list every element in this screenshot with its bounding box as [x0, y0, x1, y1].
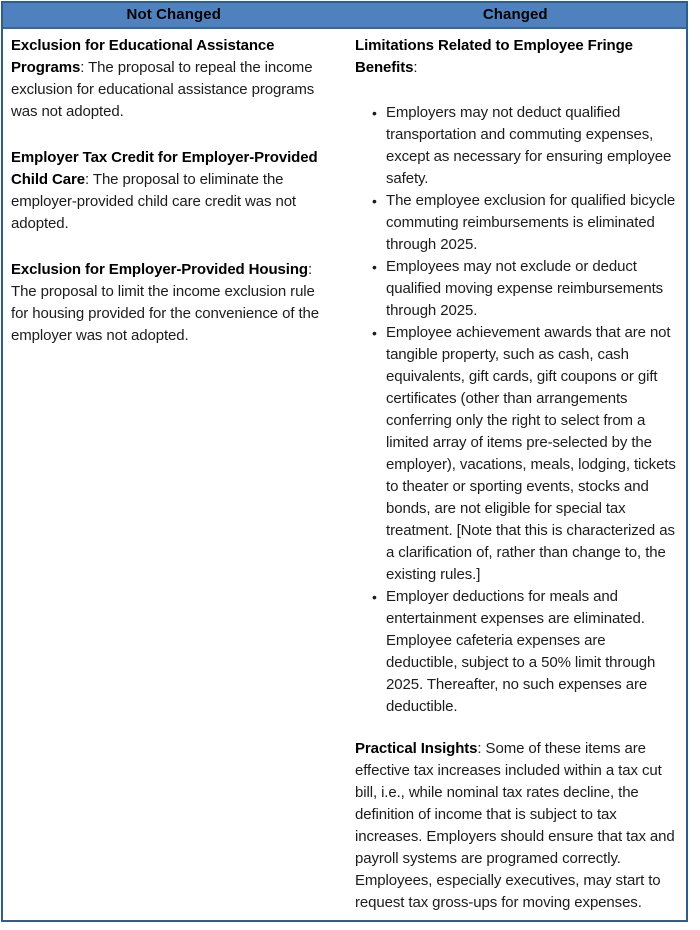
list-item-text: Employees may not exclude or deduct qualified moving expense reimbursements through 2025. [386, 258, 664, 319]
table-header-row [3, 3, 686, 29]
heading-body: : [413, 59, 418, 76]
comparison-table [1, 1, 688, 922]
paragraph-body: : The proposal to eliminate the employer-provided child care credit was not adopted. [11, 171, 296, 232]
paragraph-body: : Some of these items are effective tax increases included within a tax cut bill, i.e., while nominal tax rates decline, the definition of income that is subject to tax increases. Employers should ensure that tax and payroll systems are programed correctly. Employees, especially executives, may start to request tax gross-ups for moving expenses. [355, 740, 675, 911]
paragraph-body: : The proposal to repeal the income exclusion for educational assistance programs was not adopted. [11, 59, 315, 120]
changed-cell [346, 29, 686, 920]
bullet-icon: • [372, 193, 377, 209]
bullet-icon: • [372, 259, 377, 275]
fringe-benefits-list [355, 102, 681, 718]
paragraph-lead: Exclusion for Employer-Provided Housing [11, 261, 308, 278]
bullet-icon: • [372, 105, 377, 121]
paragraph-practical-insights [355, 738, 681, 914]
header-cell-changed: Changed [482, 6, 548, 23]
heading-lead: Limitations Related to Employee Fringe Benefits [355, 37, 633, 76]
list-item-bicycle [372, 190, 681, 256]
paragraph-educational-assistance [11, 35, 333, 123]
paragraph-employer-housing [11, 259, 333, 347]
bullet-icon: • [372, 325, 377, 341]
list-item-text: Employers may not deduct qualified transportation and commuting expenses, except as necessary for ensuring employee safety. [386, 104, 672, 187]
list-item-moving-expense [372, 256, 681, 322]
list-item-meals-entertainment [372, 586, 681, 718]
list-item-transportation [372, 102, 681, 190]
paragraph-child-care-credit [11, 147, 333, 235]
table-body-row [3, 29, 686, 920]
paragraph-lead: Practical Insights [355, 740, 478, 757]
list-item-text: Employer deductions for meals and entertainment expenses are eliminated. Employee cafeteria expenses are deductible, subject to a 50% limit through 2025. Thereafter, no such expenses are deductible. [386, 588, 656, 715]
paragraph-lead: Exclusion for Educational Assistance Programs [11, 37, 275, 76]
fringe-benefits-heading [355, 35, 681, 79]
list-item-text: The employee exclusion for qualified bicycle commuting reimbursements is eliminated through 2025. [386, 192, 676, 253]
paragraph-body: : The proposal to limit the income exclusion rule for housing provided for the convenience of the employer was not adopted. [11, 261, 320, 344]
paragraph-lead: Employer Tax Credit for Employer-Provided Child Care [11, 149, 318, 188]
list-item-achievement-awards [372, 322, 681, 586]
list-item-text: Employee achievement awards that are not tangible property, such as cash, cash equivalents, gift cards, gift coupons or gift certificates (other than arrangements conferring only the right to select from a limited array of items pre-selected by the employer), vacations, meals, lodging, tickets to theater or sporting events, stocks and bonds, are not eligible for special tax treatment. [Note that this is characterized as a clarification of, rather than change to, the existing rules.] [386, 324, 676, 583]
not-changed-cell [3, 29, 346, 920]
bullet-icon: • [372, 589, 377, 605]
header-cell-not-changed: Not Changed [126, 6, 221, 23]
